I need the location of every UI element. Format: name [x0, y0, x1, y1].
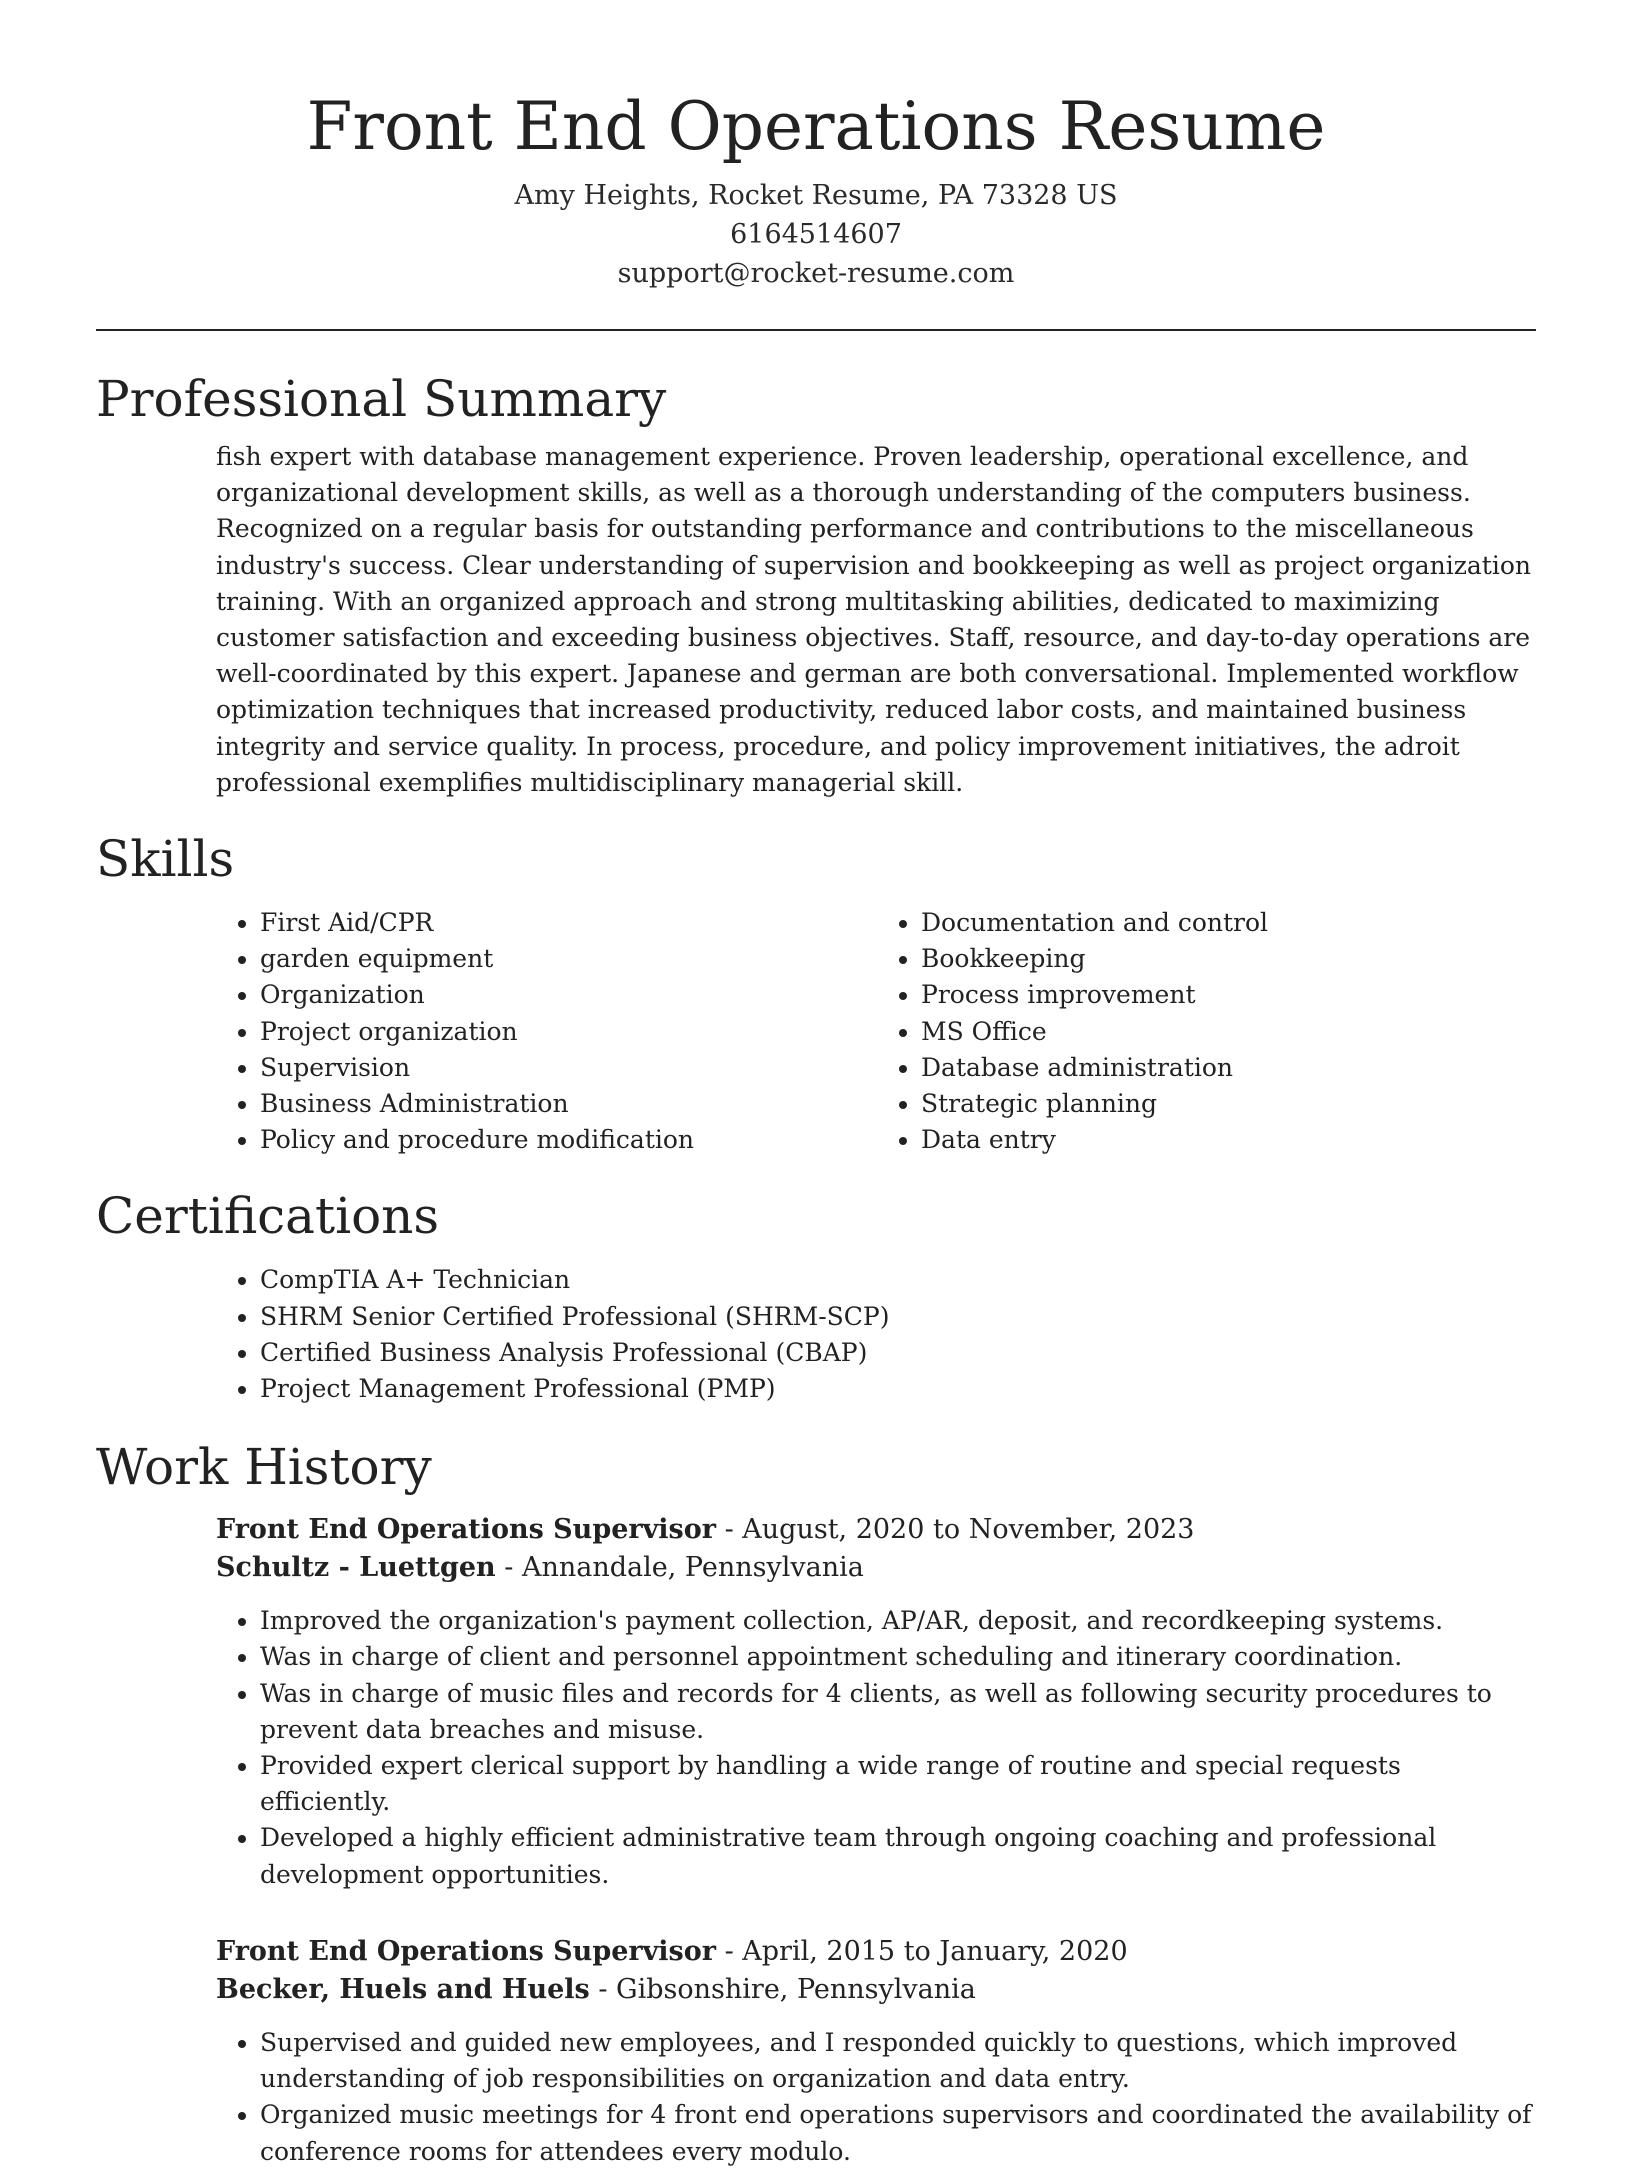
job-company: Schultz - Luettgen [216, 1552, 496, 1584]
certification-item: • SHRM Senior Certified Professional (SHRM-SCP) [260, 1299, 1536, 1335]
summary-text: fish expert with database management experience. Proven leadership, operational excellence, and organizational development skills, as well as a thorough understanding of the computers business. Recognized on a regular basis for outstanding performance and contributions to the miscellaneous industry's success. Clear understanding of supervision and bookkeeping as well as project organization training. With an organized approach and strong multitasking abilities, dedicated to maximizing customer satisfaction and exceeding business objectives. Staff, resource, and day-to-day operations are well-coordinated by this expert. Japanese and german are both conversational. Implemented workflow optimization techniques that increased productivity, reduced labor costs, and maintained business integrity and service quality. In process, procedure, and policy improvement initiatives, the adroit professional exemplifies multidisciplinary managerial skill. [216, 442, 1531, 797]
certification-item: • CompTIA A+ Technician [260, 1262, 1536, 1298]
job-duty: • Was in charge of client and personnel appointment scheduling and itinerary coordination. [260, 1639, 1536, 1675]
skill-item: • Policy and procedure modification [260, 1122, 875, 1158]
skill-item: • Process improvement [921, 977, 1536, 1013]
contact-address: Amy Heights, Rocket Resume, PA 73328 US [514, 180, 1118, 211]
contact-phone: 6164514607 [730, 219, 902, 250]
certifications-section [96, 1184, 1536, 1407]
page-title: Front End Operations Resume [306, 88, 1326, 165]
job-duty: • Developed a highly efficient administrative team through ongoing coaching and professional development opportunities. [260, 1820, 1536, 1892]
job-role: Front End Operations Supervisor [216, 1514, 716, 1546]
skill-item: • Bookkeeping [921, 941, 1536, 977]
job-duties-list [216, 1603, 1536, 1893]
header-divider [96, 329, 1536, 331]
job-title-line [216, 1511, 1536, 1549]
skill-item: • Database administration [921, 1050, 1536, 1086]
skills-heading: Skills [96, 830, 235, 889]
certifications-heading: Certifications [96, 1187, 440, 1246]
contact-email: support@rocket-resume.com [617, 258, 1015, 289]
resume-header [96, 0, 1536, 293]
job-duty: • Organized music meetings for 4 front end operations supervisors and coordinated the availability of conference rooms for attendees every modulo. [260, 2097, 1536, 2169]
skills-column-left [96, 905, 875, 1158]
skill-item: • Supervision [260, 1050, 875, 1086]
job-company-line [216, 1971, 1536, 2009]
job-duty: • Was in charge of music files and records for 4 clients, as well as following security procedures to prevent data breaches and misuse. [260, 1676, 1536, 1748]
skill-item: • Strategic planning [921, 1086, 1536, 1122]
skill-item: • Documentation and control [921, 905, 1536, 941]
skill-item: • MS Office [921, 1014, 1536, 1050]
skill-item: • First Aid/CPR [260, 905, 875, 941]
job-title-line [216, 1933, 1536, 1971]
certifications-list [96, 1262, 1536, 1407]
job-duty: • Provided expert clerical support by handling a wide range of routine and special requests efficiently. [260, 1748, 1536, 1820]
job-duty: • Supervised and guided new employees, and I responded quickly to questions, which improved understanding of job responsibilities on organization and data entry. [260, 2025, 1536, 2097]
contact-info [96, 176, 1536, 293]
job-duties-list [216, 2025, 1536, 2170]
resume-page [96, 0, 1536, 2170]
job-dates: - August, 2020 to November, 2023 [715, 1514, 1195, 1546]
job-entry [216, 1933, 1536, 2170]
skill-item: • Project organization [260, 1014, 875, 1050]
skill-item: • Organization [260, 977, 875, 1013]
summary-heading: Professional Summary [96, 370, 667, 428]
job-company-line [216, 1549, 1536, 1587]
certification-item: • Project Management Professional (PMP) [260, 1371, 1536, 1407]
work-history-heading: Work History [96, 1438, 432, 1497]
job-duty: • Improved the organization's payment collection, AP/AR, deposit, and recordkeeping systems. [260, 1603, 1536, 1639]
job-company: Becker, Huels and Huels [216, 1973, 590, 2005]
skill-item: • garden equipment [260, 941, 875, 977]
skills-grid [96, 905, 1536, 1158]
skill-item: • Data entry [921, 1122, 1536, 1158]
skills-column-right [875, 905, 1536, 1158]
certification-item: • Certified Business Analysis Professional (CBAP) [260, 1335, 1536, 1371]
job-location: - Annandale, Pennsylvania [495, 1552, 864, 1584]
skills-section [96, 827, 1536, 1158]
skill-item: • Business Administration [260, 1086, 875, 1122]
job-entry [216, 1511, 1536, 1893]
summary-section [96, 367, 1536, 801]
job-location: - Gibsonshire, Pennsylvania [589, 1973, 976, 2005]
job-role: Front End Operations Supervisor [216, 1935, 716, 1967]
job-dates: - April, 2015 to January, 2020 [715, 1935, 1128, 1967]
work-history-section [96, 1435, 1536, 2169]
